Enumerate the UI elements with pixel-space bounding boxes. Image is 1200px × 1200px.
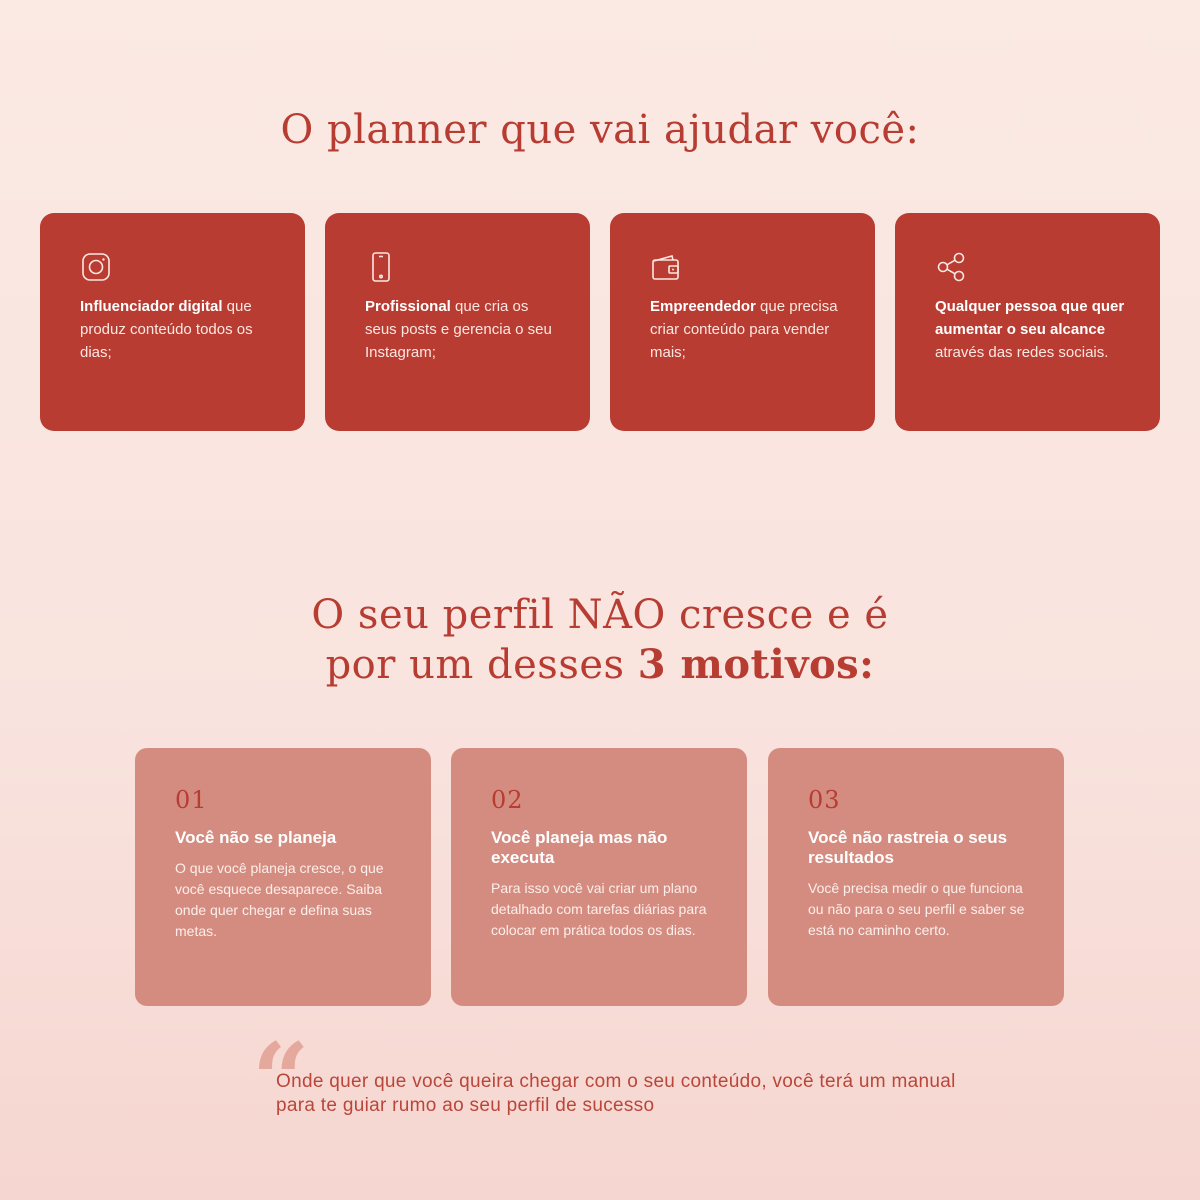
quote-mark-icon: “ xyxy=(252,1021,310,1139)
audience-card-anyone xyxy=(895,213,1160,431)
reason-title: Você não rastreia o seus resultados xyxy=(808,828,1008,867)
reason-number: 03 xyxy=(808,786,841,814)
reason-card-02 xyxy=(451,748,747,1006)
title-line-2-pre: por um desses xyxy=(325,642,638,688)
title-line-2-bold: 3 motivos: xyxy=(637,641,875,688)
audience-card-text: Qualquer pessoa que quer aumentar o seu alcance através das redes sociais. xyxy=(935,298,1125,361)
section-title-planner: O planner que vai ajudar você: xyxy=(280,107,920,153)
audience-card-text: Empreendedor que precisa criar conteúdo para vender mais; xyxy=(650,298,838,361)
reason-card-03 xyxy=(768,748,1064,1006)
reason-title: Você planeja mas não executa xyxy=(491,828,668,867)
section-title-reasons xyxy=(0,590,1200,690)
wallet-icon xyxy=(650,251,682,283)
audience-card-professional xyxy=(325,213,590,431)
share-icon xyxy=(935,251,967,283)
audience-card-text: Profissional que cria os seus posts e gerencia o seu Instagram; xyxy=(365,298,552,361)
reason-text: Para isso você vai criar um plano detalhado com tarefas diárias para colocar em prática todos os dias. xyxy=(491,880,707,938)
reason-card-01 xyxy=(135,748,431,1006)
reason-text: Você precisa medir o que funciona ou não para o seu perfil e saber se está no caminho certo. xyxy=(808,880,1025,938)
reason-number: 02 xyxy=(491,786,524,814)
audience-card-influencer xyxy=(40,213,305,431)
reason-title: Você não se planeja xyxy=(175,828,337,847)
reason-text: O que você planeja cresce, o que você esquece desaparece. Saiba onde quer chegar e defina suas metas. xyxy=(175,860,384,939)
quote-text: Onde quer que você queira chegar com o seu conteúdo, você terá um manual para te guiar rumo ao seu perfil de sucesso xyxy=(276,1071,956,1116)
title-line-1: O seu perfil NÃO cresce e é xyxy=(311,592,889,638)
smartphone-icon xyxy=(365,251,397,283)
audience-card-text: Influenciador digital que produz conteúdo todos os dias; xyxy=(80,298,253,361)
reason-number: 01 xyxy=(175,786,208,814)
audience-card-entrepreneur xyxy=(610,213,875,431)
instagram-icon xyxy=(80,251,112,283)
